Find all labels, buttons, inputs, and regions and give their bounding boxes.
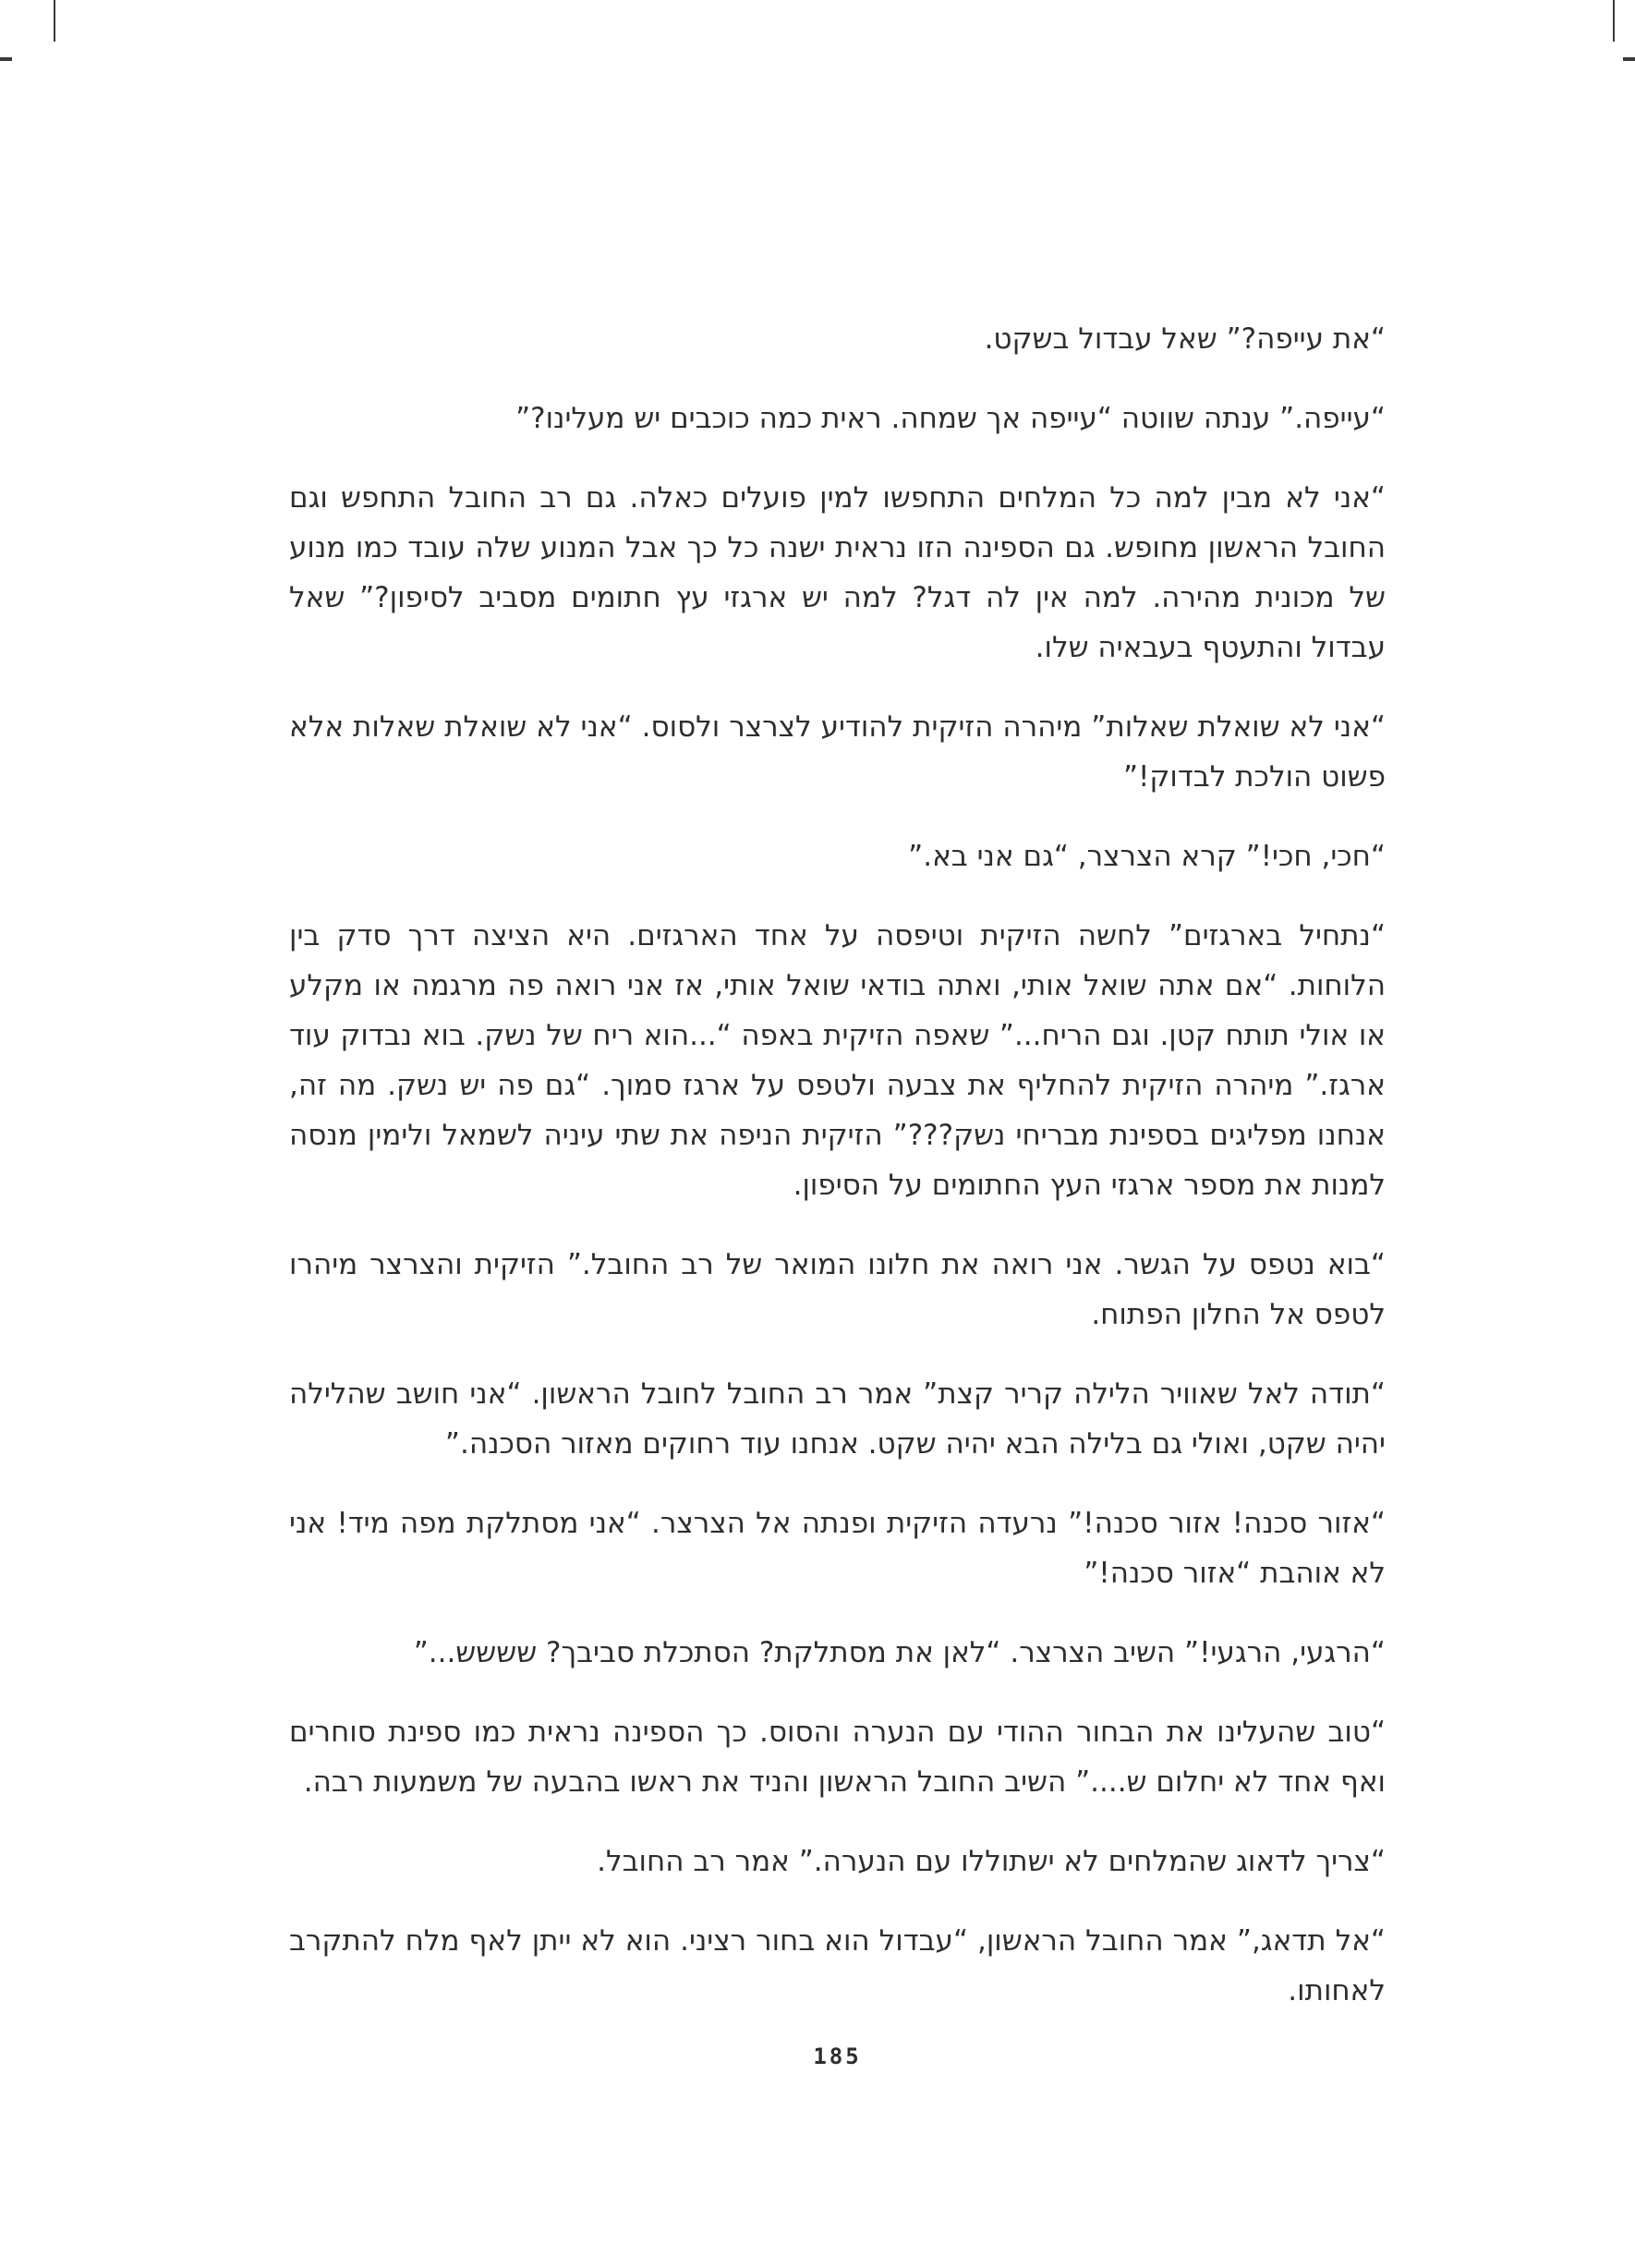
crop-mark-horizontal-left: [0, 57, 12, 61]
crop-mark-vertical-left: [54, 0, 55, 42]
page-number: 185: [813, 2044, 862, 2069]
paragraph: “עייפה.” ענתה שווטה “עייפה אך שמחה. ראית כמה כוכבים יש מעלינו?”: [515, 402, 1386, 435]
paragraph: “תודה לאל שאוויר הלילה קריר קצת” אמר רב החובל לחובל הראשון. “אני חושב שהלילה יהיה שקט, ואולי גם בלילה הבא יהיה שקט. אנחנו עוד רחוקים מאזור הסכנה.”: [289, 1377, 1386, 1461]
paragraph: “חכי, חכי!” קרא הצרצר, “גם אני בא.”: [908, 840, 1386, 873]
paragraph: “הרגעי, הרגעי!” השיב הצרצר. “לאן את מסתלקת? הסתכלת סביבך? שששש...”: [413, 1636, 1386, 1669]
paragraph: “אני לא שואלת שאלות” מיהרה הזיקית להודיע לצרצר ולסוס. “אני לא שואלת שאלות אלא פשוט הולכת לבדוק!”: [289, 710, 1386, 794]
paragraph: “אני לא מבין למה כל המלחים התחפשו למין פועלים כאלה. גם רב החובל התחפש וגם החובל הראשון מחופש. גם הספינה הזו נראית ישנה כל כך אבל המנוע שלה עובד כמו מנוע של מכונית מהירה. למה אין לה דגל? למה יש ארגזי עץ חתומים מסביב לסיפון?” שאל עבדול והתעטף בעבאיה שלו.: [289, 481, 1386, 664]
paragraph: “נתחיל בארגזים” לחשה הזיקית וטיפסה על אחד הארגזים. היא הציצה דרך סדק בין הלוחות. “אם אתה שואל אותי, ואתה בודאי שואל אותי, אז אני רואה פה מרגמה או מקלע או אולי תותח קטן. וגם הריח...” שאפה הזיקית באפה “...הוא ריח של נשק. בוא נבדוק עוד ארגז.” מיהרה הזיקית להחליף את צבעה ולטפס על ארגז סמוך. “גם פה יש נשק. מה זה, אנחנו מפליגים בספינת מבריחי נשק???” הזיקית הניפה את שתי עיניה לשמאל ולימין מנסה למנות את מספר ארגזי העץ החתומים על הסיפון.: [289, 919, 1386, 1202]
paragraph: “אל תדאג,” אמר החובל הראשון, “עבדול הוא בחור רציני. הוא לא ייתן לאף מלח להתקרב לאחותו.: [289, 1924, 1386, 2007]
paragraph: “צריך לדאוג שהמלחים לא ישתוללו עם הנערה.” אמר רב החובל.: [597, 1845, 1386, 1878]
paragraph: “אזור סכנה! אזור סכנה!” נרעדה הזיקית ופנתה אל הצרצר. “אני מסתלקת מפה מיד! אני לא אוהבת “אזור סכנה!”: [289, 1507, 1386, 1590]
body-text: [289, 314, 1386, 2045]
paragraph: “את עייפה?” שאל עבדול בשקט.: [984, 322, 1386, 356]
crop-mark-vertical-right: [1613, 0, 1615, 42]
crop-mark-horizontal-right: [1623, 57, 1635, 61]
paragraph: “טוב שהעלינו את הבחור ההודי עם הנערה והסוס. כך הספינה נראית כמו ספינת סוחרים ואף אחד לא יחלום ש....” השיב החובל הראשון והניד את ראשו בהבעה של משמעות רבה.: [289, 1716, 1386, 1799]
paragraph: “בוא נטפס על הגשר. אני רואה את חלונו המואר של רב החובל.” הזיקית והצרצר מיהרו לטפס אל החלון הפתוח.: [289, 1248, 1386, 1331]
